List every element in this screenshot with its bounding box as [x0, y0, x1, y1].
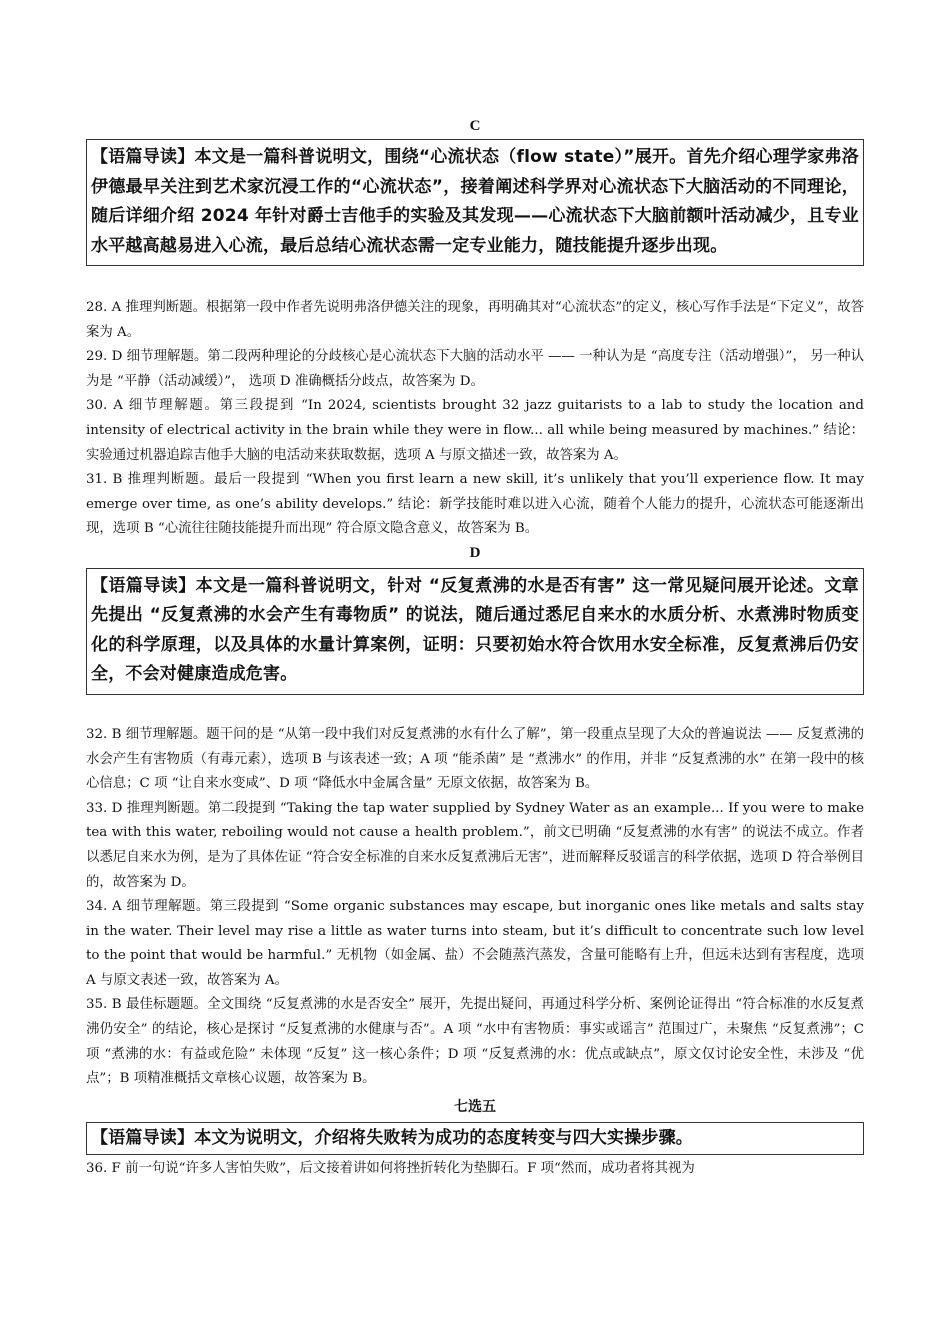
section-d-answers — [86, 723, 864, 1092]
section-c-guide: 【语篇导读】本文是一篇科普说明文，围绕“心流状态（flow state）”展开。首先介绍心理学家弗洛伊德最早关注到艺术家沉浸工作的“心流状态”，接着阐述科学界对心流状态下大脑活动的不同理论，随后详细介绍 2024 年针对爵士吉他手的实验及其发现——心流状态下大脑前额叶活动减少，且专业水平越高越易进入心流，最后总结心流状态需一定专业能力，随技能提升逐步出现。 — [86, 139, 864, 266]
answer-35: 35. B 最佳标题题。全文围绕 “反复煮沸的水是否安全” 展开，先提出疑问，再通过科学分析、案例论证得出 “符合标准的水反复煮沸仍安全” 的结论，核心是探讨 “反复煮沸的水健康与否”。A 项 “水中有害物质：事实或谣言” 范围过广，未聚焦 “反复煮沸”；C 项 “煮沸的水：有益或危险” 未体现 “反复” 这一核心条件；D 项 “反复煮沸的水：优点或缺点”，原文仅讨论安全性，未涉及 “优点”；B 项精准概括文章核心议题，故答案为 B。 — [86, 997, 864, 1087]
answer-28: 28. A 推理判断题。根据第一段中作者先说明弗洛伊德关注的现象，再明确其对“心流状态”的定义，核心写作手法是“下定义”，故答案为 A。 — [86, 300, 864, 340]
answer-31: 31. B 推理判断题。最后一段提到 “When you first learn a new skill, it’s unlikely that you’ll experience flow. It may emerge over time, as one’s ability develops.” 结论：新学技能时难以进入心流，随着个人能力的提升，心流状态可能逐渐出现，选项 B “心流往往随技能提升而出现” 符合原文隐含意义，故答案为 B。 — [86, 472, 864, 537]
section-seven-answers — [86, 1157, 864, 1182]
section-seven-guide: 【语篇导读】本文为说明文，介绍将失败转为成功的态度转变与四大实操步骤。 — [86, 1122, 864, 1155]
answer-34: 34. A 细节理解题。第三段提到 “Some organic substances may escape, but inorganic ones like metals and salts stay in the water. Their level may rise a little as water turns into steam, but it’s difficult to concentrate such low level to the point that would be harmful.” 无机物（如金属、盐）不会随蒸汽蒸发，含量可能略有上升，但远未达到有害程度，选项 A 与原文表述一致，故答案为 A。 — [86, 899, 864, 988]
section-d-guide: 【语篇导读】本文是一篇科普说明文，针对 “反复煮沸的水是否有害” 这一常见疑问展开论述。文章先提出 “反复煮沸的水会产生有毒物质” 的说法，随后通过悉尼自来水的水质分析、水煮沸时物质变化的科学原理，以及具体的水量计算案例，证明：只要初始水符合饮用水安全标准，反复煮沸后仍安全，不会对健康造成危害。 — [86, 568, 864, 695]
section-seven-title: 七选五 — [454, 1098, 496, 1115]
answer-33: 33. D 推理判断题。第二段提到 “Taking the tap water supplied by Sydney Water as an example... If you were to make tea with this water, reboiling would not cause a health problem.”，前文已明确 “反复煮沸的水有害” 的说法不成立。作者以悉尼自来水为例，是为了具体佐证 “符合安全标准的自来水反复煮沸后无害”，进而解释反驳谣言的科学依据，选项 D 符合举例目的，故答案为 D。 — [86, 800, 864, 890]
section-c-answers — [86, 296, 864, 542]
answer-32: 32. B 细节理解题。题干问的是 “从第一段中我们对反复煮沸的水有什么了解”，第一段重点呈现了大众的普遍说法 —— 反复煮沸的水会产生有害物质（有毒元素），选项 B 与该表述一致；A 项 “能杀菌” 是 “煮沸水” 的作用，并非 “反复煮沸的水” 在第一段中的核心信息；C 项 “让自来水变咸”、D 项 “降低水中金属含量” 无原文依据，故答案为 B。 — [86, 726, 864, 792]
answer-36: 36. F 前一句说“许多人害怕失败”，后文接着讲如何将挫折转化为垫脚石。F 项“然而，成功者将其视为 — [86, 1160, 695, 1176]
section-d-title: D — [469, 544, 481, 561]
section-c-title: C — [469, 118, 481, 134]
answer-29: 29. D 细节理解题。第二段两种理论的分歧核心是心流状态下大脑的活动水平 —— 一种认为是 “高度专注（活动增强）”， 另一种认为是 “平静（活动减缓）”， 选项 D 准确概括分歧点，故答案为 D。 — [86, 349, 864, 389]
answer-30: 30. A 细节理解题。第三段提到 “In 2024, scientists brought 32 jazz guitarists to a lab to study the location and intensity of electrical activity in the brain while they were in flow... all while being measured by machines.” 结论：实验通过机器追踪吉他手大脑的电活动来获取数据，选项 A 与原文描述一致，故答案为 A。 — [86, 398, 864, 463]
document-page — [86, 0, 864, 1181]
